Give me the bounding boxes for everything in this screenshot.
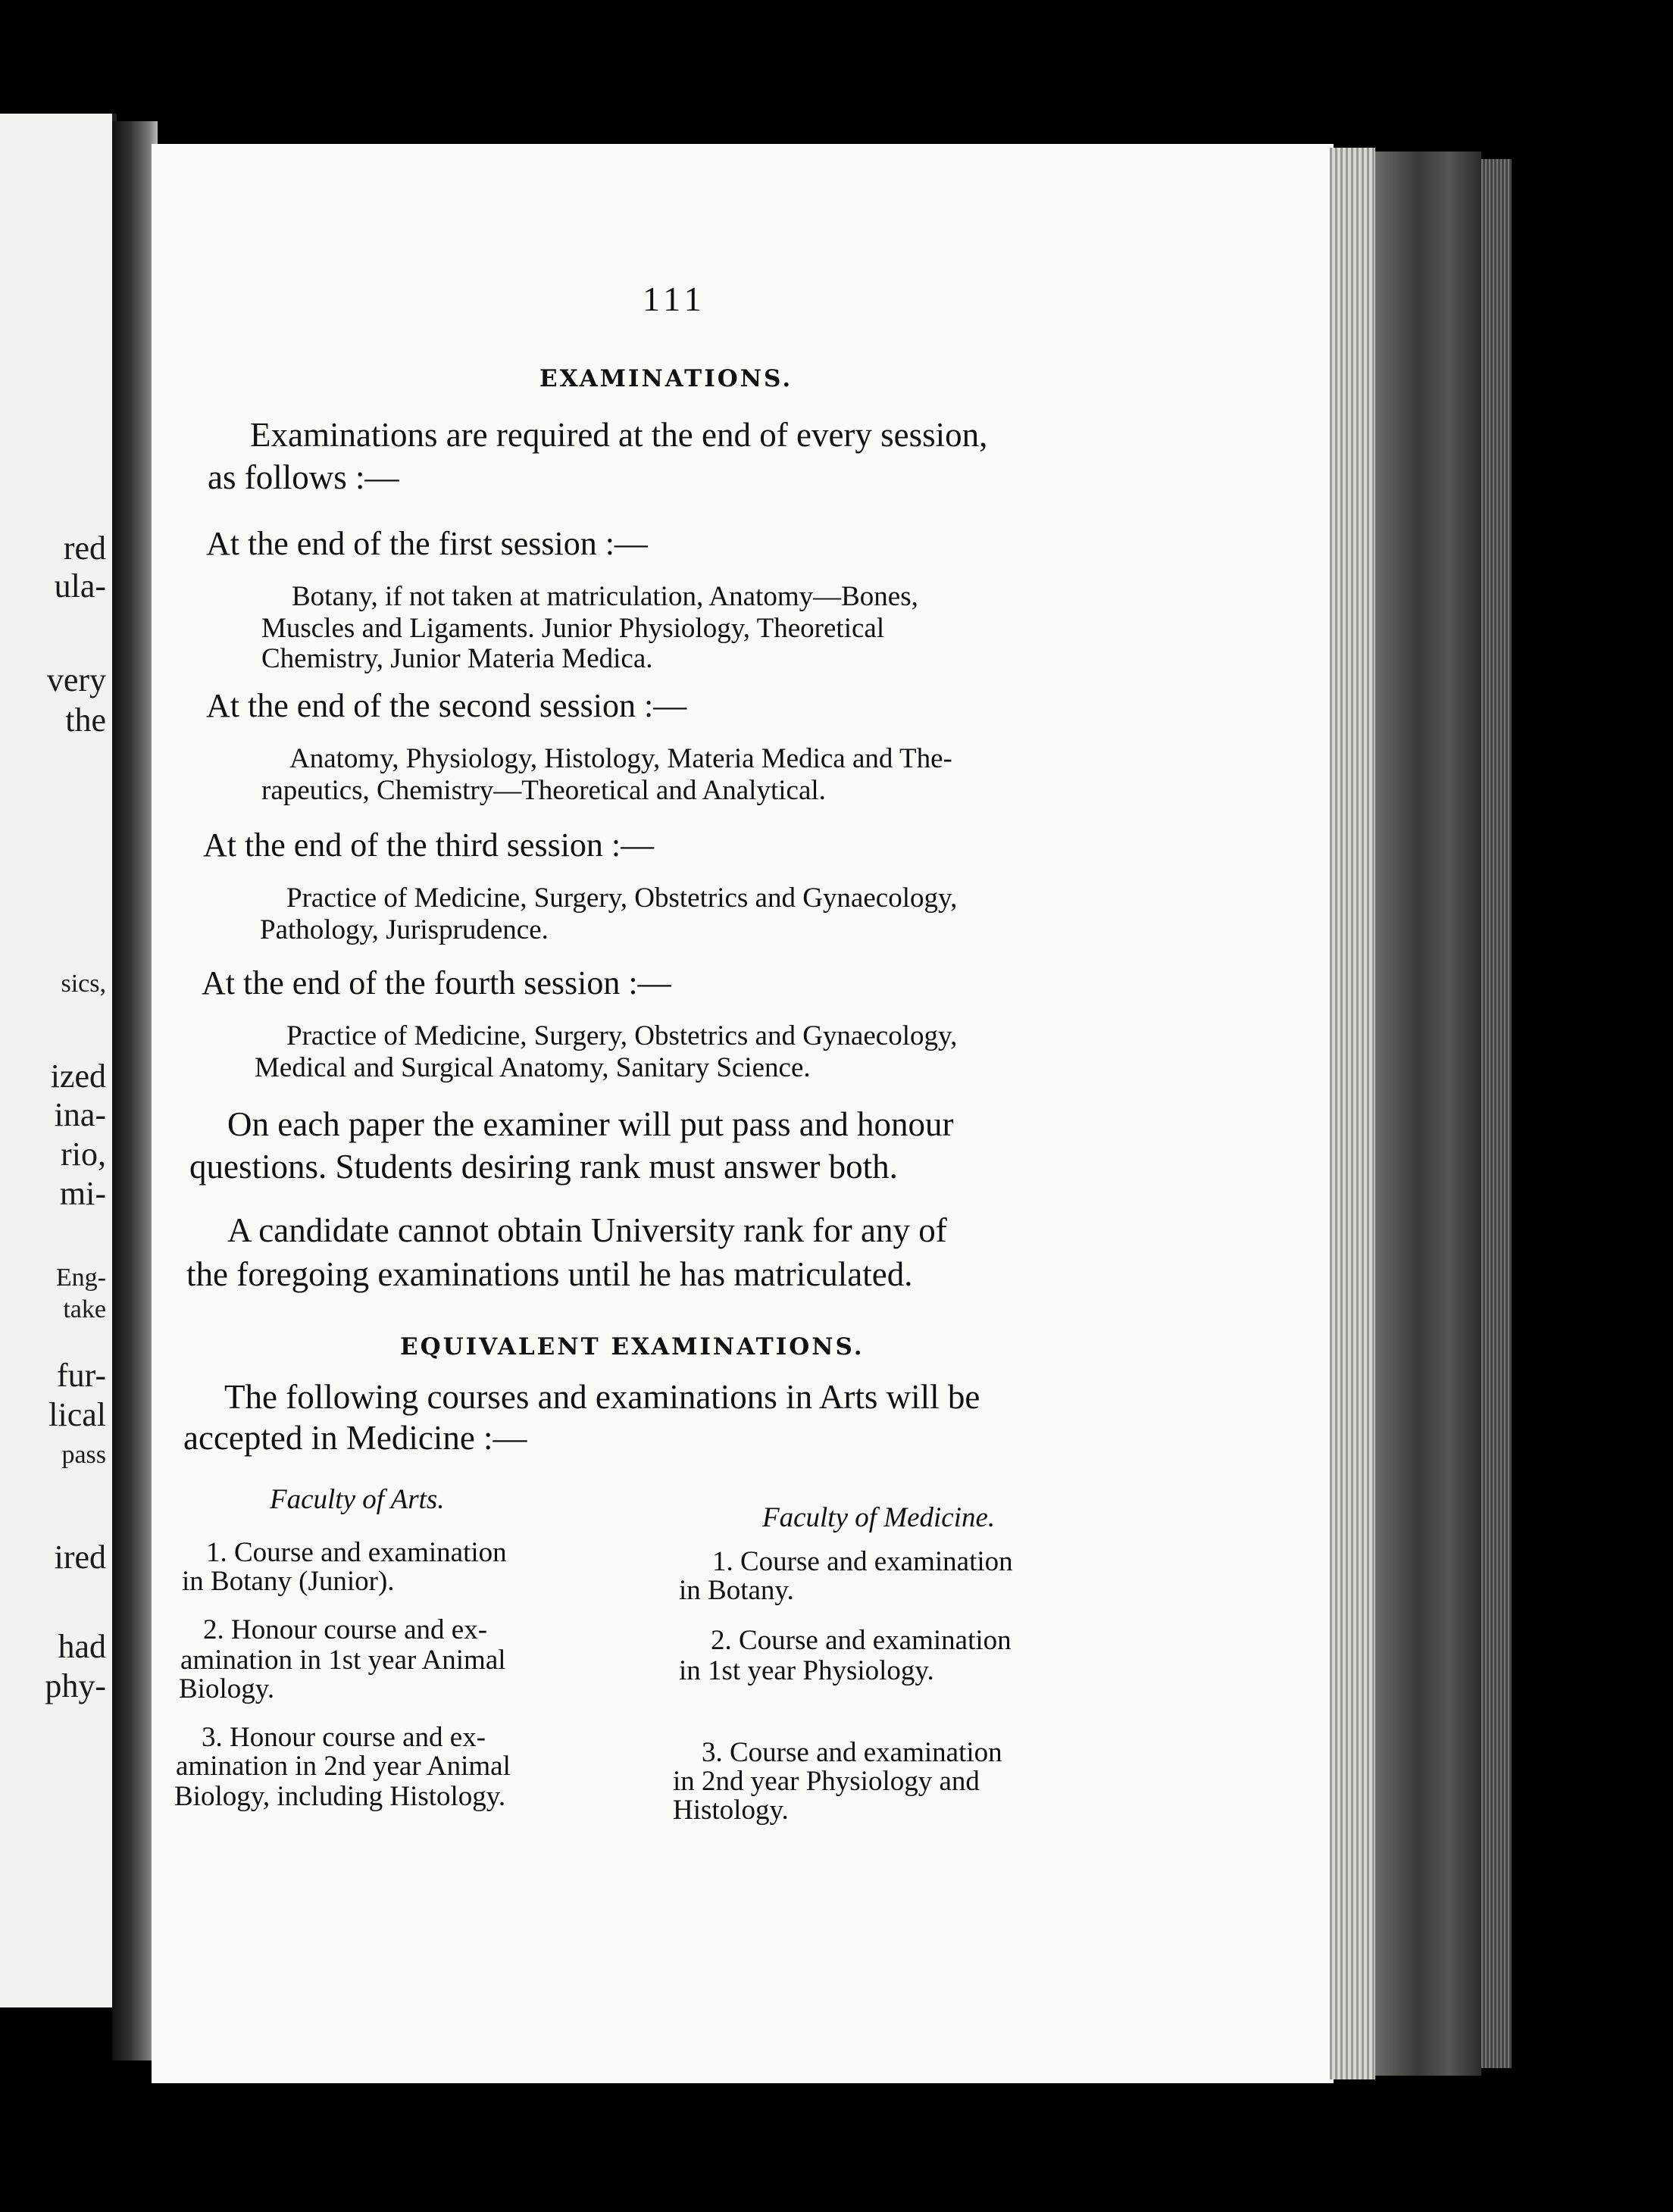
candidate-paragraph-line: A candidate cannot obtain University rank for any of	[227, 1211, 947, 1249]
faculty-of-arts-header: Faculty of Arts.	[270, 1484, 445, 1515]
left-fragment: phy-	[45, 1667, 106, 1704]
left-fragment: had	[58, 1628, 106, 1665]
book-gutter	[112, 121, 158, 2060]
page-edges	[1330, 148, 1375, 2079]
medicine-item-line: in Botany.	[679, 1575, 794, 1606]
left-fragment: ired	[54, 1539, 106, 1576]
left-fragment: pass	[61, 1441, 106, 1469]
arts-item-line: amination in 2nd year Animal	[176, 1751, 511, 1782]
left-fragment: sics,	[61, 970, 106, 998]
session-line: Anatomy, Physiology, Histology, Materia Medica and The-	[289, 743, 952, 774]
medicine-item-line: 3. Course and examination	[702, 1737, 1002, 1768]
page-number: 111	[643, 280, 706, 318]
previous-page-edge	[0, 114, 117, 2007]
medicine-item-line: 1. Course and examination	[712, 1546, 1013, 1577]
medicine-item-line: 2. Course and examination	[711, 1625, 1012, 1656]
arts-item-line: Biology.	[179, 1673, 275, 1704]
left-fragment: ina-	[54, 1096, 106, 1133]
left-fragment: the	[65, 701, 106, 739]
session-line: Chemistry, Junior Materia Medica.	[261, 643, 653, 674]
session-title: At the end of the third session :—	[203, 826, 655, 864]
book-block-edge	[1375, 152, 1481, 2076]
candidate-paragraph-line: the foregoing examinations until he has matriculated.	[186, 1255, 913, 1293]
book-cover-edge	[1481, 159, 1512, 2068]
session-title: At the end of the fourth session :—	[202, 964, 671, 1001]
left-fragment: mi-	[59, 1175, 106, 1212]
session-line: Muscles and Ligaments. Junior Physiology, Theoretical	[261, 613, 885, 644]
medicine-item-line: in 1st year Physiology.	[679, 1655, 934, 1686]
faculty-of-medicine-header: Faculty of Medicine.	[762, 1502, 996, 1533]
equivalent-heading: EQUIVALENT EXAMINATIONS.	[400, 1333, 865, 1361]
medicine-item-line: in 2nd year Physiology and	[673, 1766, 980, 1797]
session-line: rapeutics, Chemistry—Theoretical and Analytical.	[261, 775, 826, 806]
left-fragment: ized	[50, 1058, 106, 1095]
session-title: At the end of the second session :—	[206, 687, 687, 724]
arts-item-line: 1. Course and examination	[206, 1537, 507, 1568]
session-title: At the end of the first session :—	[206, 525, 648, 562]
intro-line: Examinations are required at the end of every session,	[250, 416, 988, 454]
equivalent-intro-line: The following courses and examinations in Arts will be	[224, 1378, 980, 1416]
session-line: Medical and Surgical Anatomy, Sanitary Science.	[255, 1052, 811, 1083]
left-fragment: take	[63, 1295, 106, 1323]
left-fragment: very	[46, 661, 106, 698]
intro-line: as follows :—	[208, 458, 399, 496]
session-line: Botany, if not taken at matriculation, Anatomy—Bones,	[292, 581, 918, 612]
arts-item-line: amination in 1st year Animal	[180, 1645, 506, 1676]
left-fragment: red	[63, 530, 106, 567]
session-line: Pathology, Jurisprudence.	[260, 914, 549, 945]
arts-item-line: Biology, including Histology.	[174, 1781, 506, 1812]
arts-item-line: in Botany (Junior).	[182, 1566, 395, 1597]
equivalent-intro-line: accepted in Medicine :—	[183, 1419, 527, 1457]
honour-paragraph-line: On each paper the examiner will put pass and honour	[227, 1105, 954, 1143]
honour-paragraph-line: questions. Students desiring rank must answer both.	[189, 1148, 898, 1186]
session-line: Practice of Medicine, Surgery, Obstetrics and Gynaecology,	[286, 1020, 958, 1051]
arts-item-line: 3. Honour course and ex-	[202, 1722, 486, 1753]
examinations-heading: EXAMINATIONS.	[539, 365, 793, 392]
medicine-item-line: Histology.	[673, 1795, 789, 1826]
session-line: Practice of Medicine, Surgery, Obstetrics and Gynaecology,	[286, 883, 958, 914]
left-fragment: lical	[48, 1396, 106, 1433]
left-fragment: ula-	[54, 567, 106, 605]
left-fragment: rio,	[61, 1136, 106, 1173]
arts-item-line: 2. Honour course and ex-	[203, 1614, 488, 1645]
left-fragment: Eng-	[55, 1264, 106, 1292]
left-fragment: fur-	[56, 1357, 106, 1394]
